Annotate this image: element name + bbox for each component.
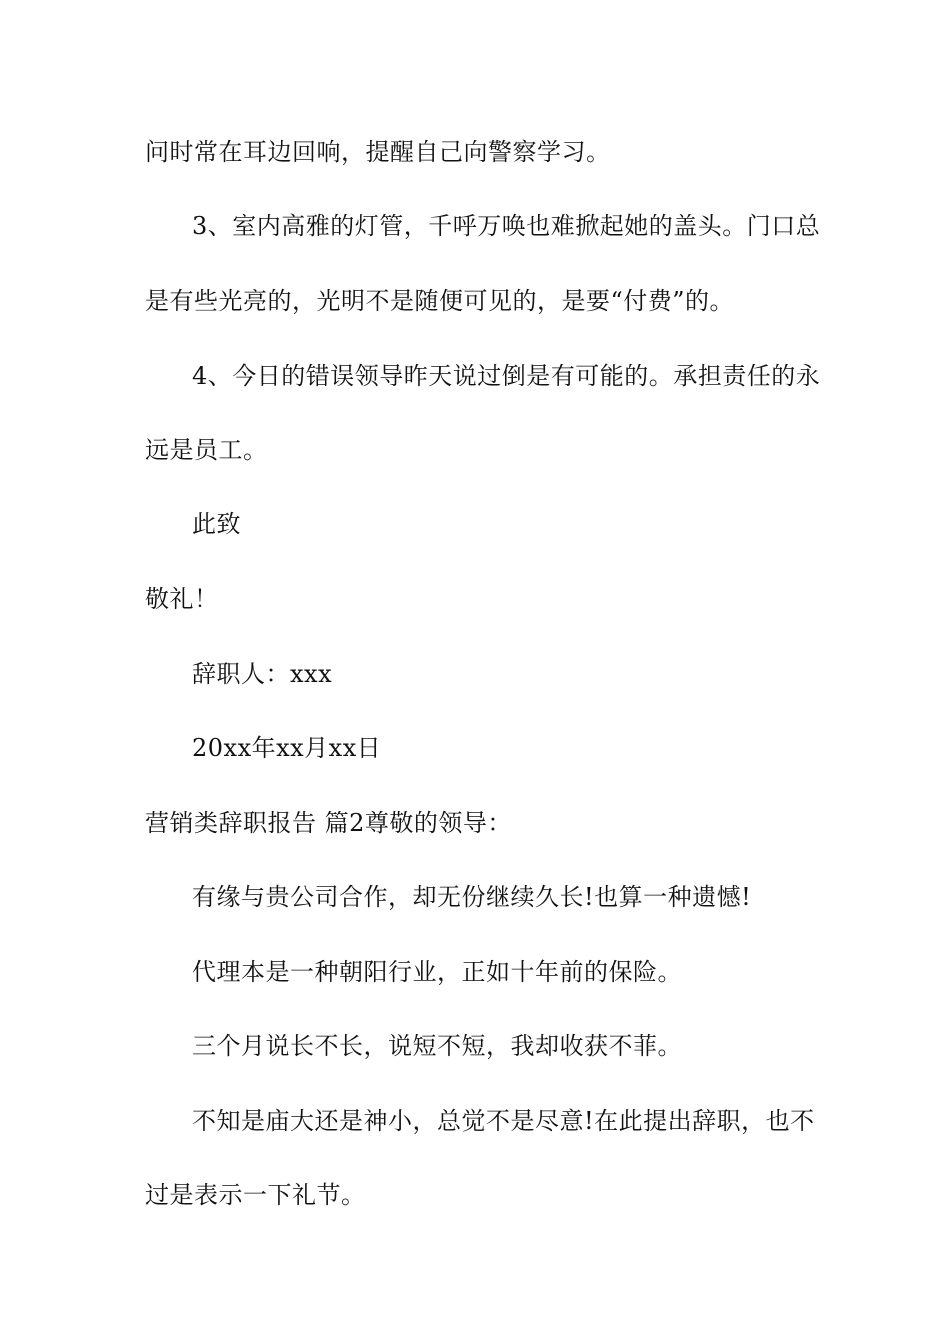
paragraph-line: 代理本是一种朝阳行业，正如十年前的保险。 bbox=[192, 958, 682, 986]
signature-date: 20xx年xx月xx日 bbox=[192, 734, 382, 762]
paragraph-line: 3、室内高雅的灯管，千呼万唤也难掀起她的盖头。门口总 bbox=[192, 212, 821, 240]
paragraph-line: 有缘与贵公司合作，却无份继续久长!也算一种遗憾! bbox=[192, 883, 752, 911]
paragraph-line: 远是员工。 bbox=[145, 436, 268, 464]
closing-regards: 敬礼！ bbox=[145, 585, 219, 613]
paragraph-line: 过是表示一下礼节。 bbox=[145, 1181, 366, 1209]
paragraph-line: 是有些光亮的，光明不是随便可见的，是要“付费”的。 bbox=[145, 287, 735, 315]
signature-name: 辞职人：xxx bbox=[192, 660, 333, 688]
closing-salutation: 此致 bbox=[192, 510, 241, 538]
paragraph-line: 三个月说长不长，说短不短，我却收获不菲。 bbox=[192, 1032, 682, 1060]
paragraph-line: 不知是庙大还是神小，总觉不是尽意!在此提出辞职，也不 bbox=[192, 1107, 815, 1135]
section-heading: 营销类辞职报告 篇2尊敬的领导： bbox=[145, 809, 512, 837]
paragraph-line: 问时常在耳边回响，提醒自己向警察学习。 bbox=[145, 138, 611, 166]
paragraph-line: 4、今日的错误领导昨天说过倒是有可能的。承担责任的永 bbox=[192, 362, 821, 390]
